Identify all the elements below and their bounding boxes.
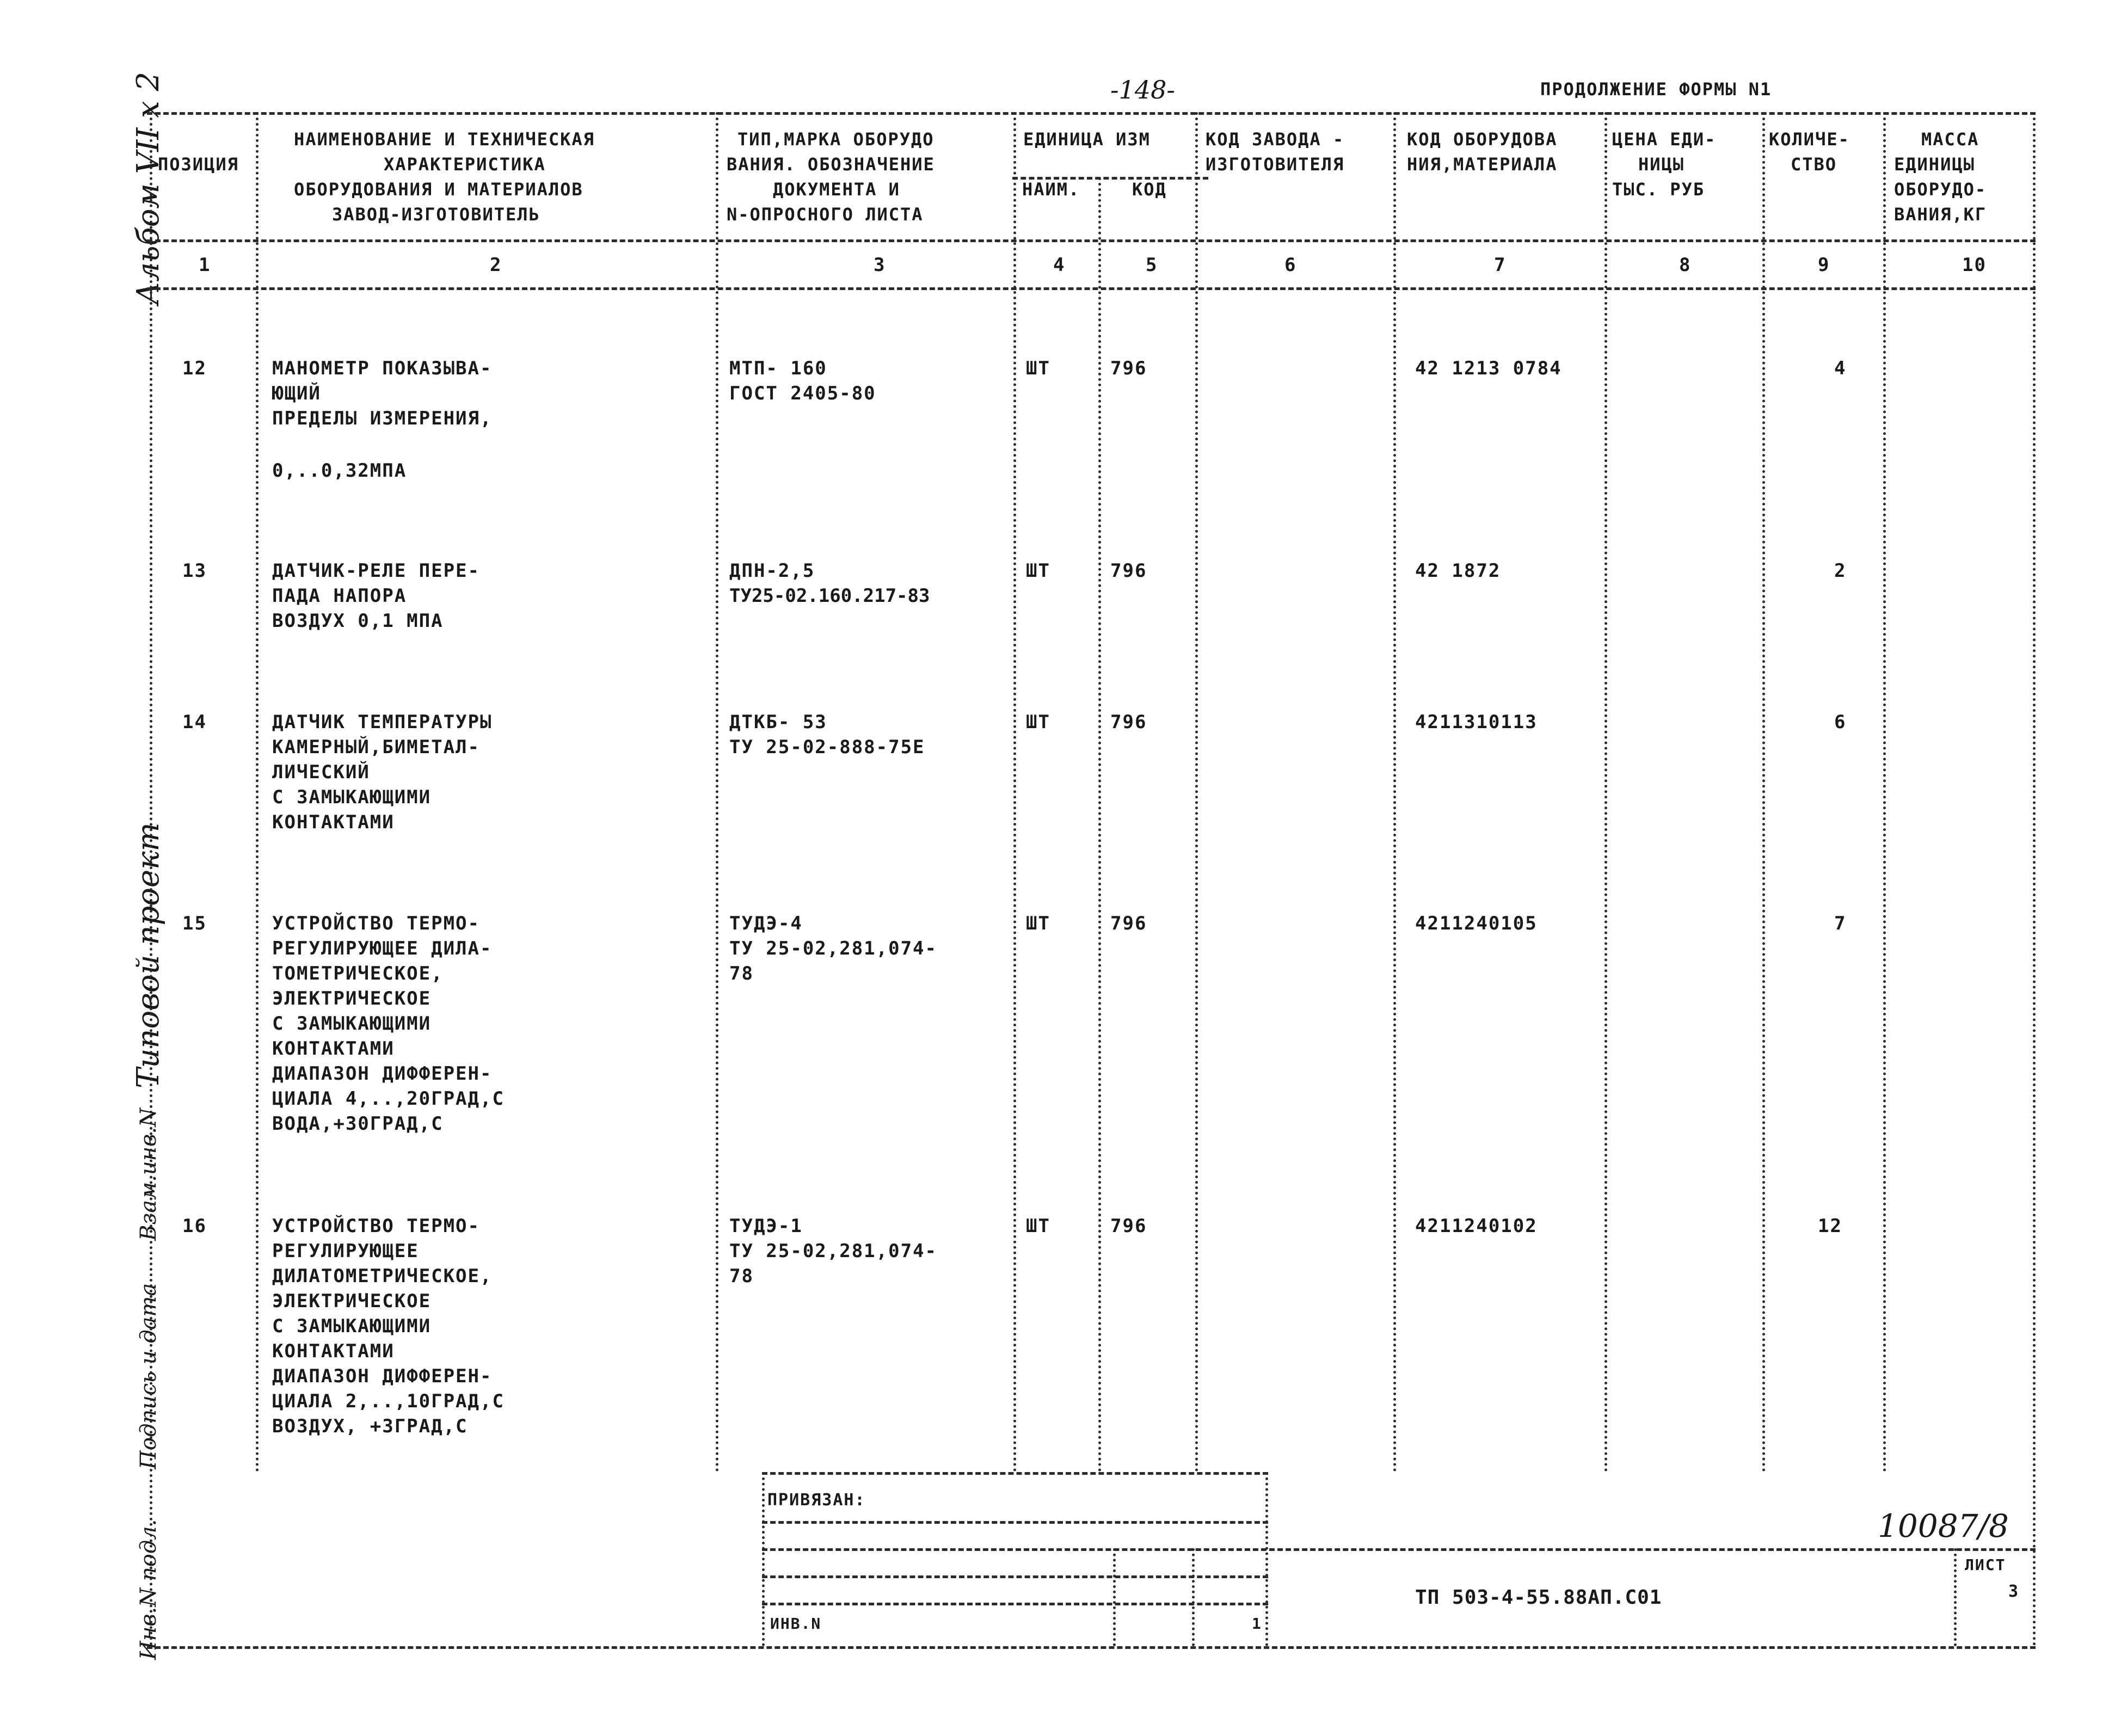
col-rule-1 bbox=[256, 112, 259, 1473]
row12-type-1: МТП- 160 bbox=[729, 358, 827, 379]
row13-equip-code: 42 1872 bbox=[1415, 560, 1501, 582]
colnum-2: 2 bbox=[490, 254, 502, 276]
row14-qty: 6 bbox=[1834, 711, 1847, 733]
rule-top bbox=[147, 112, 2036, 115]
row13-pos: 13 bbox=[182, 560, 207, 582]
row12-name-2: ЮЩИЙ bbox=[272, 383, 321, 404]
header-mass-1: МАССА bbox=[1921, 129, 1979, 150]
stamp-handwritten-number: 10087/8 bbox=[1878, 1507, 2009, 1544]
row12-name-1: МАНОМЕТР ПОКАЗЫВА- bbox=[272, 358, 493, 379]
side-inv: Инв.N подл. bbox=[136, 1519, 161, 1660]
row13-qty: 2 bbox=[1834, 560, 1847, 582]
header-mass-2: ЕДИНИЦЫ bbox=[1894, 154, 1975, 175]
header-qty-2: СТВО bbox=[1791, 154, 1837, 175]
header-position: ПОЗИЦИЯ bbox=[158, 154, 239, 175]
stamp-col-c bbox=[1113, 1548, 1116, 1646]
page-number: -148- bbox=[1110, 75, 1175, 104]
row15-name-9: ВОДА,+30ГРАД,С bbox=[272, 1113, 444, 1135]
header-unit-name: НАИМ. bbox=[1022, 179, 1080, 200]
col-rule-9 bbox=[1883, 112, 1886, 1473]
continuation-label: ПРОДОЛЖЕНИЕ ФОРМЫ N1 bbox=[1540, 79, 1772, 100]
stamp-inv: ИНВ.N bbox=[770, 1615, 822, 1633]
header-price-1: ЦЕНА ЕДИ- bbox=[1612, 129, 1717, 150]
row14-type-2: ТУ 25-02-888-75Е bbox=[729, 736, 925, 758]
stamp-col-b bbox=[1265, 1472, 1268, 1646]
colnum-8: 8 bbox=[1679, 254, 1692, 276]
row12-code: 796 bbox=[1110, 358, 1147, 379]
row15-name-3: ТОМЕТРИЧЕСКОЕ, bbox=[272, 963, 444, 984]
row14-name-2: КАМЕРНЫЙ,БИМЕТАЛ- bbox=[272, 736, 480, 758]
col-rule-6 bbox=[1393, 112, 1396, 1473]
stamp-col-d bbox=[1192, 1548, 1195, 1646]
row14-equip-code: 4211310113 bbox=[1415, 711, 1538, 733]
colnum-10: 10 bbox=[1962, 254, 1987, 276]
row12-qty: 4 bbox=[1834, 358, 1847, 379]
rule-bottom bbox=[147, 1646, 2036, 1649]
row15-name-7: ДИАПАЗОН ДИФФЕРЕН- bbox=[272, 1063, 493, 1085]
row13-name-3: ВОЗДУХ 0,1 МПА bbox=[272, 610, 444, 632]
col-rule-left bbox=[150, 112, 152, 1647]
row16-name-7: ДИАПАЗОН ДИФФЕРЕН- bbox=[272, 1365, 493, 1387]
stamp-privyazan: ПРИВЯЗАН: bbox=[767, 1491, 866, 1510]
header-unit: ЕДИНИЦА ИЗМ bbox=[1023, 129, 1151, 150]
row14-name-1: ДАТЧИК ТЕМПЕРАТУРЫ bbox=[272, 711, 493, 733]
row16-type-1: ТУДЭ-1 bbox=[729, 1215, 803, 1237]
stamp-rule-1 bbox=[762, 1472, 1268, 1475]
header-name-4: ЗАВОД-ИЗГОТОВИТЕЛЬ bbox=[332, 204, 540, 225]
row16-name-3: ДИЛАТОМЕТРИЧЕСКОЕ, bbox=[272, 1265, 493, 1287]
row14-type-1: ДТКБ- 53 bbox=[729, 711, 827, 733]
row16-qty: 12 bbox=[1818, 1215, 1842, 1237]
row16-name-6: КОНТАКТАМИ bbox=[272, 1340, 395, 1362]
row12-name-5: 0,..0,32МПА bbox=[272, 460, 407, 482]
row15-pos: 15 bbox=[182, 913, 207, 934]
row16-name-1: УСТРОЙСТВО ТЕРМО- bbox=[272, 1215, 480, 1237]
row13-unit: ШТ bbox=[1026, 560, 1050, 582]
row14-name-3: ЛИЧЕСКИЙ bbox=[272, 761, 370, 783]
header-equip-1: КОД ОБОРУДОВА bbox=[1407, 129, 1558, 150]
stamp-rule-2 bbox=[762, 1521, 1268, 1524]
col-rule-4 bbox=[1098, 177, 1101, 1473]
colnum-4: 4 bbox=[1053, 254, 1066, 276]
row12-equip-code: 42 1213 0784 bbox=[1415, 358, 1562, 379]
row16-name-2: РЕГУЛИРУЮЩЕЕ bbox=[272, 1240, 419, 1262]
colnum-9: 9 bbox=[1818, 254, 1830, 276]
row15-name-6: КОНТАКТАМИ bbox=[272, 1038, 395, 1060]
row16-type-2: ТУ 25-02,281,074- bbox=[729, 1240, 937, 1262]
row15-name-5: С ЗАМЫКАЮЩИМИ bbox=[272, 1013, 432, 1035]
row12-name-3: ПРЕДЕЛЫ ИЗМЕРЕНИЯ, bbox=[272, 408, 493, 429]
colnum-3: 3 bbox=[874, 254, 886, 276]
col-rule-5 bbox=[1195, 112, 1198, 1473]
row16-pos: 16 bbox=[182, 1215, 207, 1237]
stamp-sheet-no: 3 bbox=[2008, 1582, 2020, 1601]
header-type-1: ТИП,МАРКА ОБОРУДО bbox=[737, 129, 935, 150]
side-project: Типовой проект bbox=[131, 822, 166, 1088]
row14-unit: ШТ bbox=[1026, 711, 1050, 733]
row16-name-5: С ЗАМЫКАЮЩИМИ bbox=[272, 1315, 432, 1337]
header-name-2: ХАРАКТЕРИСТИКА bbox=[384, 154, 546, 175]
row15-name-8: ЦИАЛА 4,..,20ГРАД,С bbox=[272, 1088, 505, 1110]
row16-name-9: ВОЗДУХ, +3ГРАД,С bbox=[272, 1415, 468, 1437]
colnum-5: 5 bbox=[1146, 254, 1158, 276]
col-rule-2 bbox=[716, 112, 718, 1473]
side-vzam: Взам.инв.N bbox=[136, 1107, 161, 1241]
header-name-3: ОБОРУДОВАНИЯ И МАТЕРИАЛОВ bbox=[294, 179, 583, 200]
row16-name-8: ЦИАЛА 2,..,10ГРАД,С bbox=[272, 1390, 505, 1412]
row16-type-3: 78 bbox=[729, 1265, 754, 1287]
header-qty-1: КОЛИЧЕ- bbox=[1769, 129, 1850, 150]
header-equip-2: НИЯ,МАТЕРИАЛА bbox=[1407, 154, 1558, 175]
stamp-rule-3 bbox=[762, 1548, 2036, 1551]
row15-name-1: УСТРОЙСТВО ТЕРМО- bbox=[272, 913, 480, 934]
header-mass-4: ВАНИЯ,КГ bbox=[1894, 204, 1987, 225]
row15-type-2: ТУ 25-02,281,074- bbox=[729, 938, 937, 959]
col-rule-right bbox=[2033, 112, 2036, 1647]
header-type-4: N-ОПРОСНОГО ЛИСТА bbox=[727, 204, 924, 225]
row12-unit: ШТ bbox=[1026, 358, 1050, 379]
row15-equip-code: 4211240105 bbox=[1415, 913, 1538, 934]
header-name-1: НАИМЕНОВАНИЕ И ТЕХНИЧЕСКАЯ bbox=[294, 129, 595, 150]
row12-type-2: ГОСТ 2405-80 bbox=[729, 383, 876, 404]
header-unit-code: КОД bbox=[1132, 179, 1167, 200]
row15-qty: 7 bbox=[1834, 913, 1847, 934]
colnum-6: 6 bbox=[1284, 254, 1297, 276]
header-type-2: ВАНИЯ. ОБОЗНАЧЕНИЕ bbox=[727, 154, 935, 175]
stamp-col-a bbox=[762, 1472, 765, 1646]
header-price-2: НИЦЫ bbox=[1638, 154, 1685, 175]
row15-code: 796 bbox=[1110, 913, 1147, 934]
side-album: Альбом VII x 2 bbox=[131, 71, 166, 305]
header-price-3: ТЫС. РУБ bbox=[1612, 179, 1705, 200]
side-podpis: Подпись и дата bbox=[136, 1283, 161, 1469]
row14-name-5: КОНТАКТАМИ bbox=[272, 811, 395, 833]
row15-name-4: ЭЛЕКТРИЧЕСКОЕ bbox=[272, 988, 432, 1009]
row13-type-2: ТУ25-02.160.217-83 bbox=[729, 585, 930, 607]
stamp-one: 1 bbox=[1252, 1615, 1262, 1633]
stamp-doc-code: ТП 503-4-55.88АП.С01 bbox=[1415, 1586, 1662, 1609]
row14-name-4: С ЗАМЫКАЮЩИМИ bbox=[272, 786, 432, 808]
row13-name-1: ДАТЧИК-РЕЛЕ ПЕРЕ- bbox=[272, 560, 480, 582]
header-factory-1: КОД ЗАВОДА - bbox=[1206, 129, 1345, 150]
row16-unit: ШТ bbox=[1026, 1215, 1050, 1237]
row13-name-2: ПАДА НАПОРА bbox=[272, 585, 407, 607]
header-type-3: ДОКУМЕНТА И bbox=[773, 179, 900, 200]
rule-colnums bbox=[147, 287, 2036, 290]
stamp-sheet-label: ЛИСТ bbox=[1965, 1556, 2006, 1574]
header-factory-2: ИЗГОТОВИТЕЛЯ bbox=[1206, 154, 1345, 175]
row12-pos: 12 bbox=[182, 358, 207, 379]
stamp-sheet-divider bbox=[1954, 1548, 1957, 1646]
colnum-7: 7 bbox=[1494, 254, 1507, 276]
row15-type-3: 78 bbox=[729, 963, 754, 984]
col-rule-8 bbox=[1762, 112, 1765, 1473]
colnum-1: 1 bbox=[199, 254, 211, 276]
row15-type-1: ТУДЭ-4 bbox=[729, 913, 803, 934]
row13-code: 796 bbox=[1110, 560, 1147, 582]
row15-unit: ШТ bbox=[1026, 913, 1050, 934]
row16-equip-code: 4211240102 bbox=[1415, 1215, 1538, 1237]
row16-code: 796 bbox=[1110, 1215, 1147, 1237]
row14-code: 796 bbox=[1110, 711, 1147, 733]
rule-head bbox=[147, 239, 2036, 242]
row13-type-1: ДПН-2,5 bbox=[729, 560, 815, 582]
row16-name-4: ЭЛЕКТРИЧЕСКОЕ bbox=[272, 1290, 432, 1312]
row15-name-2: РЕГУЛИРУЮЩЕЕ ДИЛА- bbox=[272, 938, 493, 959]
col-rule-3 bbox=[1013, 112, 1016, 1473]
col-rule-7 bbox=[1604, 112, 1607, 1473]
header-mass-3: ОБОРУДО- bbox=[1894, 179, 1987, 200]
row14-pos: 14 bbox=[182, 711, 207, 733]
